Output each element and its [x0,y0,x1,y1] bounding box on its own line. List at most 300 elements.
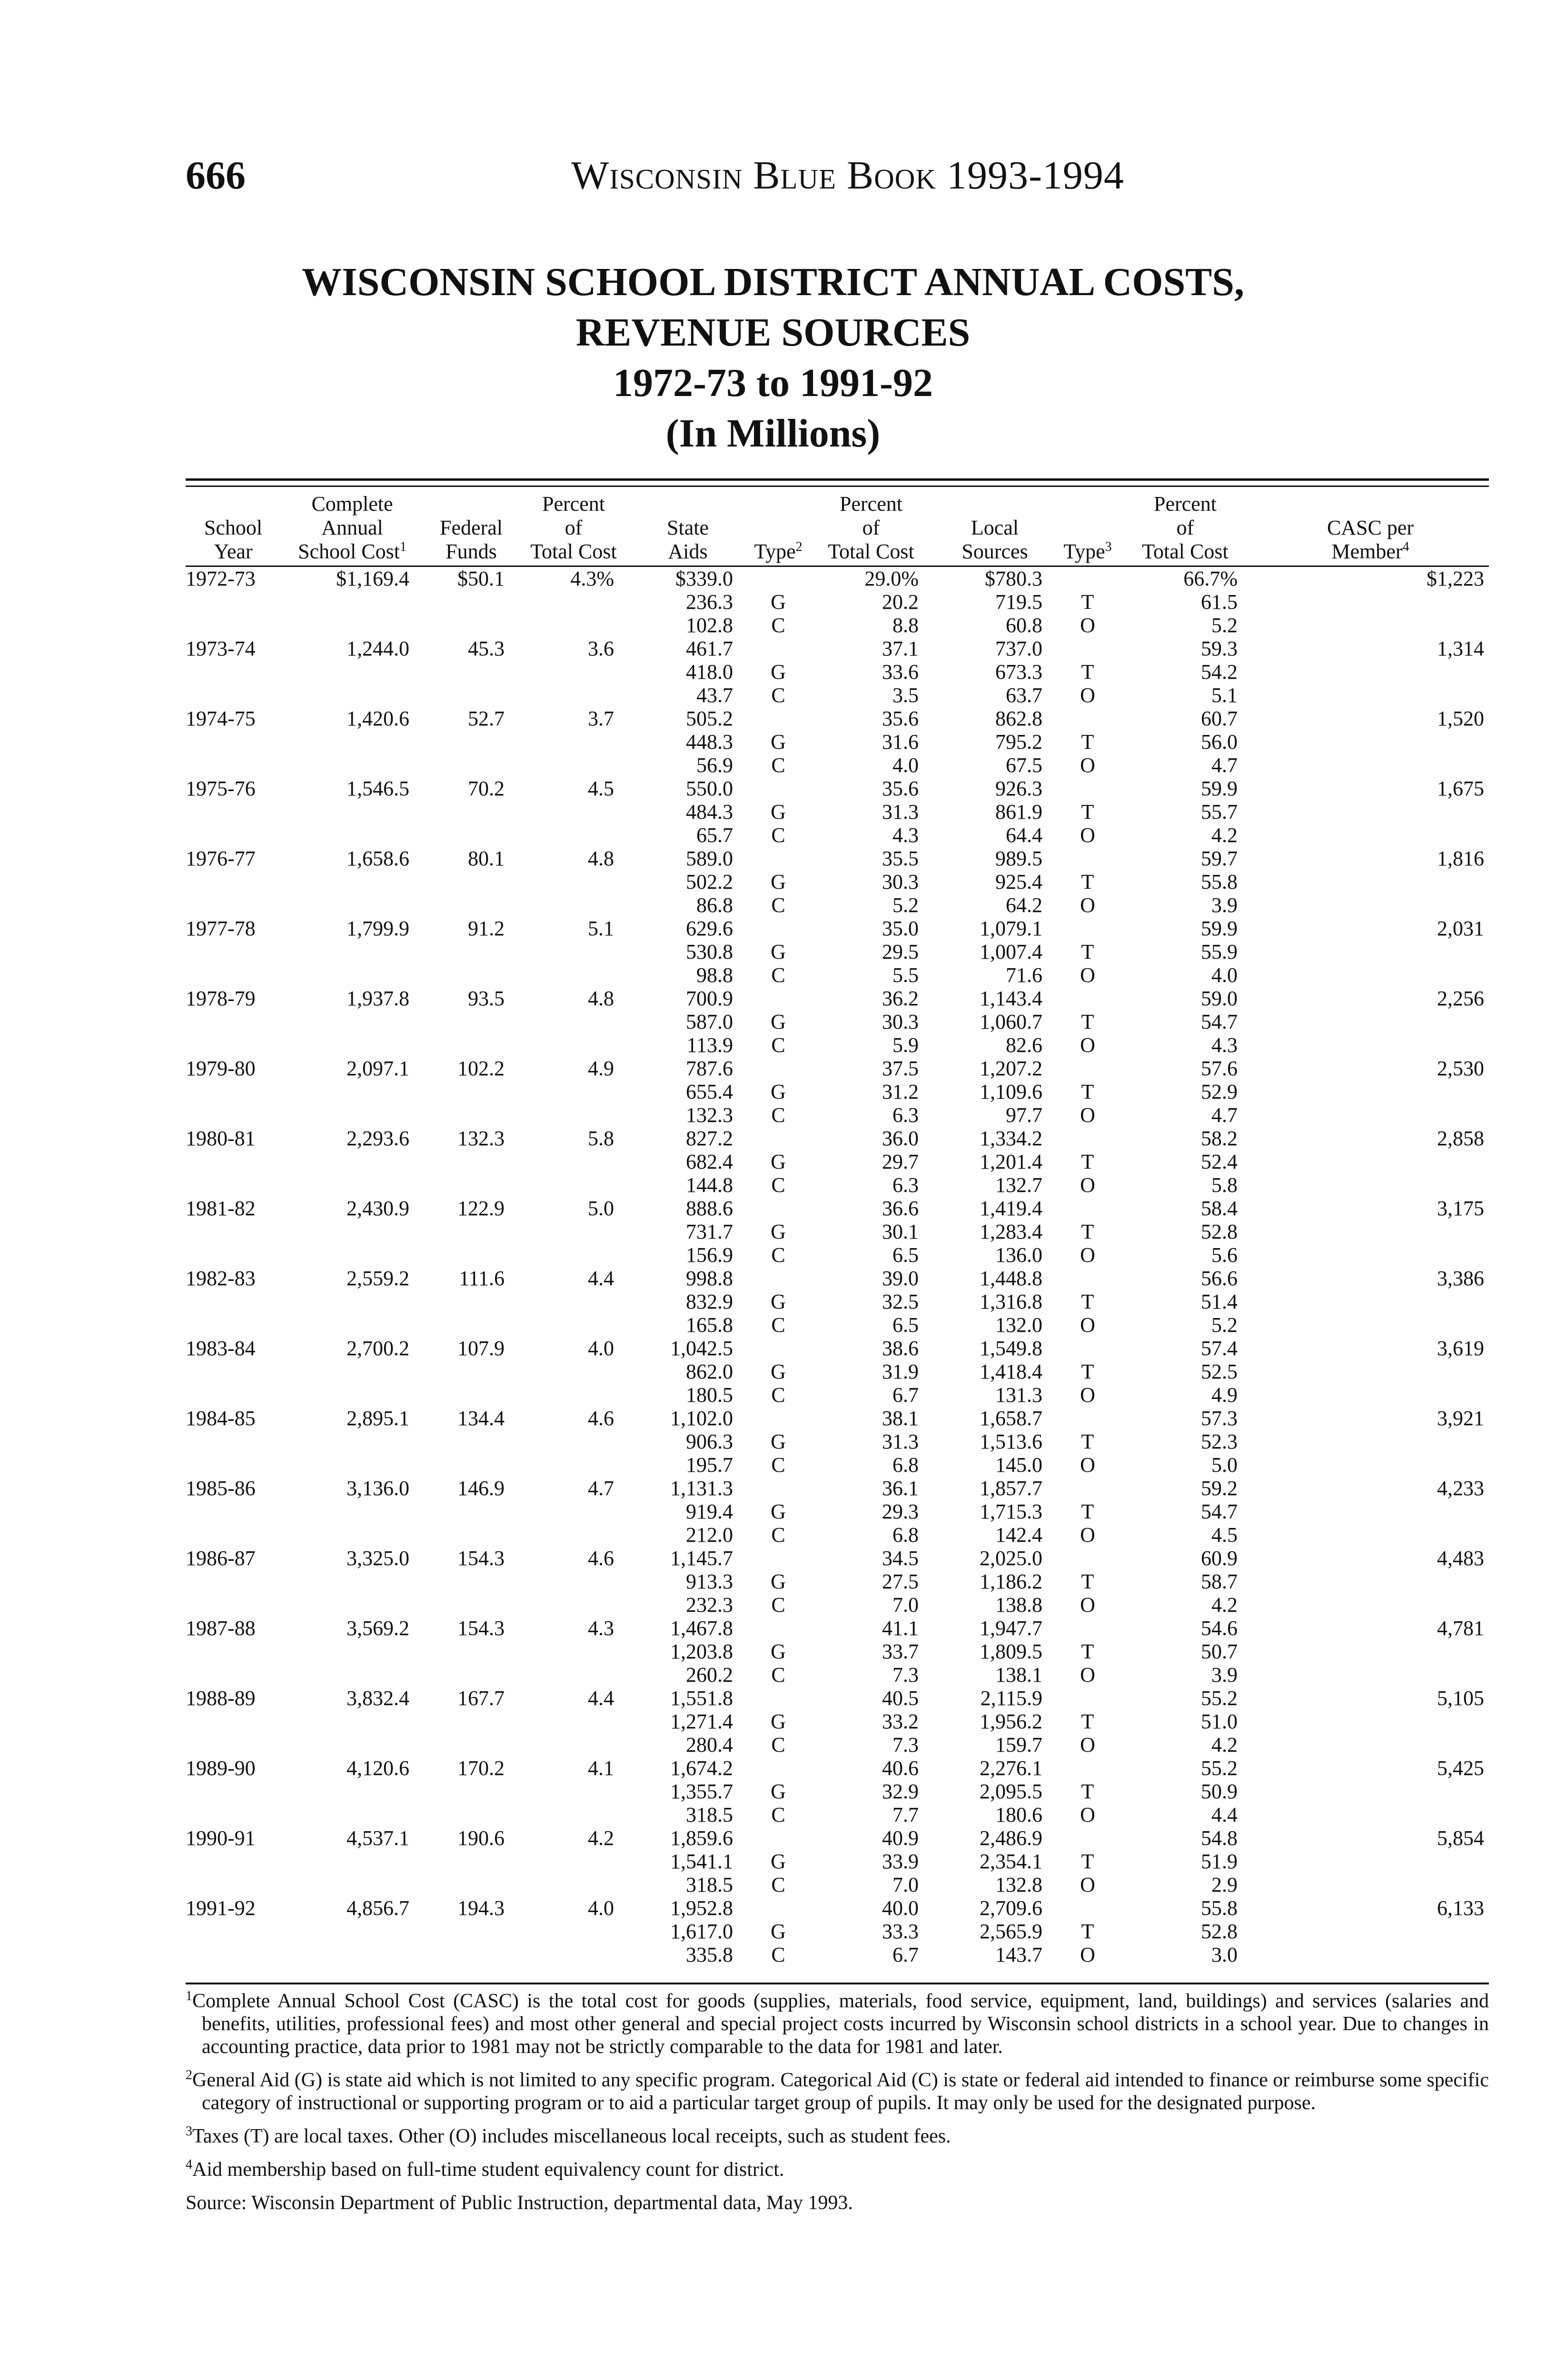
state-percent-cell: 33.3 [882,1920,919,1943]
state-aids-cell: 212.0 [686,1523,733,1547]
casc-per-member-cell: 3,619 [1437,1337,1484,1360]
local-sources-cell: 1,715.3 [980,1500,1042,1523]
federal-percent-cell: 4.9 [588,1057,614,1080]
state-aids-cell: 335.8 [686,1943,733,1966]
running-title: Wisconsin Blue Book 1993-1994 [571,153,1124,198]
local-type-cell: O [1080,1663,1095,1686]
casc-cell: 3,832.4 [347,1686,409,1710]
table-row [186,1756,1489,1780]
header-local-sources: Local Sources [933,490,1057,566]
state-type-cell [747,1547,809,1570]
school-year-cell [186,823,281,847]
school-year-cell [186,1383,281,1407]
state-type-cell: C [771,1663,785,1686]
state-aids-cell: 1,102.0 [670,1407,733,1430]
state-type-cell [747,1477,809,1500]
state-aids-cell: 1,551.8 [670,1686,733,1710]
casc-per-member-cell [1252,1873,1489,1896]
local-percent-cell: 4.4 [1211,1803,1238,1826]
header-federal-percent: Percent of Total Cost [519,490,628,566]
federal-funds-cell [424,1173,519,1197]
federal-percent-cell [519,1383,628,1407]
table-row [186,1920,1489,1943]
school-year-cell: 1984-85 [186,1407,256,1430]
school-year-cell [186,614,281,637]
federal-funds-cell: 154.3 [457,1547,505,1570]
casc-cell: $1,169.4 [336,567,409,590]
federal-funds-cell [424,1080,519,1103]
local-percent-cell: 4.0 [1211,963,1238,987]
casc-per-member-cell [1252,730,1489,754]
table-row [186,1896,1489,1920]
local-sources-cell: 1,007.4 [980,940,1042,963]
local-type-cell [1057,847,1119,870]
local-type-cell [1057,1547,1119,1570]
state-type-cell [747,1337,809,1360]
state-type-cell: G [771,1640,786,1663]
school-year-cell: 1980-81 [186,1127,256,1150]
federal-percent-cell [519,963,628,987]
state-percent-cell: 35.6 [882,707,919,730]
local-percent-cell: 55.8 [1201,870,1238,893]
federal-percent-cell [519,800,628,823]
casc-per-member-cell [1252,754,1489,777]
state-percent-cell: 41.1 [882,1616,919,1640]
school-year-cell: 1972-73 [186,567,256,590]
table-row [186,1033,1489,1057]
local-type-cell [1057,1267,1119,1290]
local-percent-cell: 55.2 [1201,1686,1238,1710]
federal-funds-cell: 91.2 [468,917,505,940]
federal-percent-cell [519,684,628,707]
school-year-cell [186,870,281,893]
federal-percent-cell [519,1103,628,1127]
school-year-cell: 1989-90 [186,1756,256,1780]
school-year-cell: 1981-82 [186,1197,256,1220]
local-type-cell: T [1081,800,1094,823]
federal-percent-cell [519,590,628,614]
federal-funds-cell [424,893,519,917]
local-percent-cell: 55.8 [1201,1896,1238,1920]
school-year-cell: 1975-76 [186,777,256,800]
top-rule [186,478,1489,481]
table-row [186,1523,1489,1547]
local-percent-cell: 58.7 [1201,1570,1238,1593]
bottom-rule [186,1983,1489,1984]
table-header-row [186,490,1489,566]
table-row [186,1197,1489,1220]
school-year-cell: 1974-75 [186,707,256,730]
local-type-cell: O [1080,1803,1095,1826]
state-percent-cell: 7.3 [892,1733,919,1756]
state-percent-cell: 35.6 [882,777,919,800]
federal-funds-cell: 132.3 [457,1127,505,1150]
state-percent-cell: 6.3 [892,1103,919,1127]
federal-percent-cell [519,1220,628,1243]
table-row [186,614,1489,637]
local-type-cell: T [1081,1010,1094,1033]
local-type-cell: T [1081,1220,1094,1243]
state-type-cell: C [771,1243,785,1267]
local-type-cell: O [1080,823,1095,847]
local-type-cell: T [1081,1150,1094,1173]
federal-funds-cell: 80.1 [468,847,505,870]
local-sources-cell: 1,143.4 [980,987,1042,1010]
casc-cell: 3,136.0 [347,1477,409,1500]
school-year-cell: 1990-91 [186,1826,256,1850]
local-type-cell: T [1081,1080,1094,1103]
federal-percent-cell [519,1033,628,1057]
state-type-cell: G [771,1570,786,1593]
casc-per-member-cell: 4,233 [1437,1477,1484,1500]
casc-per-member-cell [1252,684,1489,707]
state-aids-cell: 1,271.4 [670,1710,733,1733]
casc-per-member-cell [1252,870,1489,893]
local-type-cell: O [1080,1383,1095,1407]
federal-percent-cell: 4.6 [588,1547,614,1570]
local-type-cell: T [1081,1290,1094,1313]
table-row [186,870,1489,893]
federal-funds-cell [424,1010,519,1033]
state-aids-cell: 318.5 [686,1803,733,1826]
state-aids-cell: 1,541.1 [670,1850,733,1873]
state-type-cell [747,1756,809,1780]
state-percent-cell: 37.5 [882,1057,919,1080]
federal-percent-cell [519,823,628,847]
state-type-cell: C [771,1313,785,1337]
local-type-cell: O [1080,1103,1095,1127]
local-percent-cell: 56.0 [1201,730,1238,754]
state-type-cell: G [771,1780,786,1803]
state-type-cell: C [771,1803,785,1826]
local-sources-cell: 64.2 [1006,893,1042,917]
table-row [186,684,1489,707]
casc-cell [281,1220,424,1243]
state-type-cell: G [771,1430,786,1453]
state-aids-cell: $339.0 [675,567,733,590]
state-aids-cell: 1,355.7 [670,1780,733,1803]
footnote-2: $^2$General Aid (G) is state aid which is not limited to any specific program. Categorical Aid (C) is state or federal aid intended to finance or reimburse some specific category of instructional or supporting program or to aid a particular target group of pupils. It may only be used for the designated purpose. [186,2068,1489,2114]
federal-percent-cell: 5.8 [588,1127,614,1150]
casc-cell [281,1010,424,1033]
local-sources-cell: 2,709.6 [980,1896,1042,1920]
federal-percent-cell [519,1080,628,1103]
casc-per-member-cell: 2,031 [1437,917,1484,940]
federal-percent-cell: 4.7 [588,1477,614,1500]
school-year-cell [186,1570,281,1593]
local-percent-cell: 5.0 [1211,1453,1238,1477]
casc-cell [281,1243,424,1267]
federal-percent-cell [519,870,628,893]
casc-cell [281,684,424,707]
federal-funds-cell [424,754,519,777]
federal-funds-cell [424,1733,519,1756]
state-aids-cell: 655.4 [686,1080,733,1103]
state-aids-cell: 1,042.5 [670,1337,733,1360]
header-state-percent: Percent of Total Cost [809,490,933,566]
table-row [186,1710,1489,1733]
table-row [186,566,1489,591]
local-type-cell: O [1080,1243,1095,1267]
casc-per-member-cell [1252,963,1489,987]
state-aids-cell: 550.0 [686,777,733,800]
state-aids-cell: 280.4 [686,1733,733,1756]
school-year-cell [186,1780,281,1803]
casc-cell [281,1803,424,1826]
federal-funds-cell [424,1803,519,1826]
casc-cell: 1,546.5 [347,777,409,800]
state-type-cell [747,637,809,660]
title-line-3: 1972-73 to 1991-92 [613,361,933,405]
local-sources-cell: 2,095.5 [980,1780,1042,1803]
local-type-cell: O [1080,614,1095,637]
federal-percent-cell [519,1010,628,1033]
casc-per-member-cell [1252,1220,1489,1243]
casc-cell [281,1780,424,1803]
table-row [186,1103,1489,1127]
local-type-cell [1057,1477,1119,1500]
state-aids-cell: 700.9 [686,987,733,1010]
casc-per-member-cell: $1,223 [1427,567,1484,590]
school-year-cell [186,1803,281,1826]
local-type-cell: O [1080,1873,1095,1896]
casc-per-member-cell [1252,1383,1489,1407]
school-year-cell [186,1103,281,1127]
local-type-cell: O [1080,963,1095,987]
state-type-cell: C [771,684,785,707]
local-type-cell: T [1081,660,1094,684]
state-percent-cell: 36.1 [882,1477,919,1500]
local-percent-cell: 51.0 [1201,1710,1238,1733]
school-year-cell [186,1173,281,1197]
state-type-cell: C [771,1103,785,1127]
federal-funds-cell: 45.3 [468,637,505,660]
state-percent-cell: 30.3 [882,1010,919,1033]
state-aids-cell: 505.2 [686,707,733,730]
state-percent-cell: 40.5 [882,1686,919,1710]
state-type-cell [747,917,809,940]
table-row [186,1267,1489,1290]
federal-funds-cell [424,1920,519,1943]
casc-cell [281,1290,424,1313]
casc-cell [281,940,424,963]
local-type-cell [1057,1686,1119,1710]
state-type-cell [747,777,809,800]
local-percent-cell: 59.2 [1201,1477,1238,1500]
local-type-cell: T [1081,590,1094,614]
table-row [186,1057,1489,1080]
local-percent-cell: 2.9 [1211,1873,1238,1896]
casc-per-member-cell [1252,1290,1489,1313]
federal-percent-cell: 3.6 [588,637,614,660]
local-type-cell: T [1081,1500,1094,1523]
local-percent-cell: 52.5 [1201,1360,1238,1383]
state-type-cell: C [771,893,785,917]
state-percent-cell: 31.6 [882,730,919,754]
local-type-cell: O [1080,1173,1095,1197]
state-percent-cell: 33.2 [882,1710,919,1733]
federal-funds-cell: 154.3 [457,1616,505,1640]
local-percent-cell: 3.9 [1211,1663,1238,1686]
casc-cell [281,1383,424,1407]
federal-percent-cell: 4.8 [588,987,614,1010]
local-type-cell: O [1080,1733,1095,1756]
local-type-cell [1057,917,1119,940]
local-sources-cell: 1,109.6 [980,1080,1042,1103]
casc-cell: 1,658.6 [347,847,409,870]
casc-per-member-cell: 1,675 [1437,777,1484,800]
school-year-cell: 1973-74 [186,637,256,660]
federal-funds-cell [424,1103,519,1127]
casc-per-member-cell [1252,940,1489,963]
state-aids-cell: 86.8 [696,893,733,917]
federal-funds-cell [424,1313,519,1337]
school-year-cell [186,1080,281,1103]
casc-cell [281,1593,424,1616]
header-state-aids: State Aids [628,490,747,566]
local-type-cell [1057,1896,1119,1920]
table-row [186,1360,1489,1383]
table-row [186,963,1489,987]
table-row [186,1430,1489,1453]
local-sources-cell: 1,207.2 [980,1057,1042,1080]
casc-cell: 2,430.9 [347,1197,409,1220]
state-percent-cell: 36.2 [882,987,919,1010]
header-local-percent: Percent of Total Cost [1119,490,1252,566]
federal-percent-cell [519,1733,628,1756]
state-aids-cell: 589.0 [686,847,733,870]
casc-cell [281,730,424,754]
table-row [186,940,1489,963]
state-aids-cell: 1,617.0 [670,1920,733,1943]
table-row [186,777,1489,800]
state-aids-cell: 418.0 [686,660,733,684]
local-percent-cell: 52.8 [1201,1920,1238,1943]
state-type-cell: C [771,614,785,637]
casc-cell [281,1920,424,1943]
local-percent-cell: 4.9 [1211,1383,1238,1407]
federal-percent-cell: 4.2 [588,1826,614,1850]
table-row [186,1547,1489,1570]
local-sources-cell: 1,513.6 [980,1430,1042,1453]
local-percent-cell: 59.0 [1201,987,1238,1010]
school-year-cell [186,1943,281,1966]
state-type-cell: C [771,754,785,777]
local-percent-cell: 52.8 [1201,1220,1238,1243]
casc-cell [281,1873,424,1896]
casc-cell: 1,420.6 [347,707,409,730]
table-row [186,800,1489,823]
federal-funds-cell: 122.9 [457,1197,505,1220]
school-year-cell: 1976-77 [186,847,256,870]
state-aids-cell: 1,131.3 [670,1477,733,1500]
table-row [186,893,1489,917]
state-percent-cell: 5.5 [892,963,919,987]
local-type-cell [1057,1616,1119,1640]
table-row [186,1803,1489,1826]
local-percent-cell: 57.3 [1201,1407,1238,1430]
state-aids-cell: 731.7 [686,1220,733,1243]
state-percent-cell: 8.8 [892,614,919,637]
federal-funds-cell [424,1873,519,1896]
state-percent-cell: 30.3 [882,870,919,893]
local-sources-cell: 2,115.9 [980,1686,1042,1710]
casc-per-member-cell [1252,1640,1489,1663]
local-sources-cell: 795.2 [995,730,1042,754]
local-sources-cell: 1,658.7 [980,1407,1042,1430]
table-row [186,917,1489,940]
local-sources-cell: 862.8 [995,707,1042,730]
federal-percent-cell [519,1523,628,1547]
local-percent-cell: 59.3 [1201,637,1238,660]
state-percent-cell: 35.5 [882,847,919,870]
state-percent-cell: 6.7 [892,1943,919,1966]
local-type-cell: O [1080,1593,1095,1616]
casc-per-member-cell: 3,175 [1437,1197,1484,1220]
casc-per-member-cell [1252,1010,1489,1033]
casc-per-member-cell [1252,1803,1489,1826]
state-percent-cell: 40.0 [882,1896,919,1920]
state-aids-cell: 260.2 [686,1663,733,1686]
state-percent-cell: 6.5 [892,1243,919,1267]
local-percent-cell: 50.7 [1201,1640,1238,1663]
school-year-cell [186,1430,281,1453]
casc-cell [281,614,424,637]
federal-funds-cell [424,1640,519,1663]
state-type-cell: C [771,1873,785,1896]
state-type-cell: C [771,1033,785,1057]
state-percent-cell: 7.7 [892,1803,919,1826]
casc-cell [281,1570,424,1593]
casc-per-member-cell [1252,660,1489,684]
state-percent-cell: 31.2 [882,1080,919,1103]
table-row [186,1453,1489,1477]
federal-percent-cell: 4.0 [588,1337,614,1360]
footnote-4: $^4$Aid membership based on full-time student equivalency count for district. [186,2157,784,2181]
school-year-cell: 1982-83 [186,1267,256,1290]
table-row [186,823,1489,847]
federal-funds-cell [424,1593,519,1616]
state-aids-cell: 1,467.8 [670,1616,733,1640]
local-sources-cell: 1,809.5 [980,1640,1042,1663]
state-type-cell: G [771,1290,786,1313]
federal-funds-cell [424,660,519,684]
header-local-type: Type$^3$ [1057,490,1119,566]
casc-cell: 2,097.1 [347,1057,409,1080]
local-percent-cell: 54.7 [1201,1010,1238,1033]
local-type-cell: T [1081,1570,1094,1593]
state-aids-cell: 998.8 [686,1267,733,1290]
school-year-cell: 1978-79 [186,987,256,1010]
casc-cell [281,893,424,917]
federal-percent-cell [519,1943,628,1966]
school-year-cell [186,660,281,684]
table-body [186,566,1489,1967]
local-percent-cell: 56.6 [1201,1267,1238,1290]
footnote-1: $^1$Complete Annual School Cost (CASC) is the total cost for goods (supplies, materials, food service, equipment, land, buildings) and services (salaries and benefits, utilities, professional fees) and most other general and special project costs incurred by Wisconsin school districts in a school year. Due to changes in accounting practice, data prior to 1981 may not be strictly comparable to the data for 1981 and later. [186,1989,1489,2058]
casc-per-member-cell [1252,1663,1489,1686]
local-percent-cell: 54.8 [1201,1826,1238,1850]
federal-funds-cell [424,1220,519,1243]
local-sources-cell: 2,565.9 [980,1920,1042,1943]
federal-funds-cell: 190.6 [457,1826,505,1850]
federal-funds-cell [424,1523,519,1547]
federal-percent-cell: 5.1 [588,917,614,940]
state-type-cell: G [771,590,786,614]
casc-cell: 1,799.9 [347,917,409,940]
state-aids-cell: 682.4 [686,1150,733,1173]
state-aids-cell: 165.8 [686,1313,733,1337]
